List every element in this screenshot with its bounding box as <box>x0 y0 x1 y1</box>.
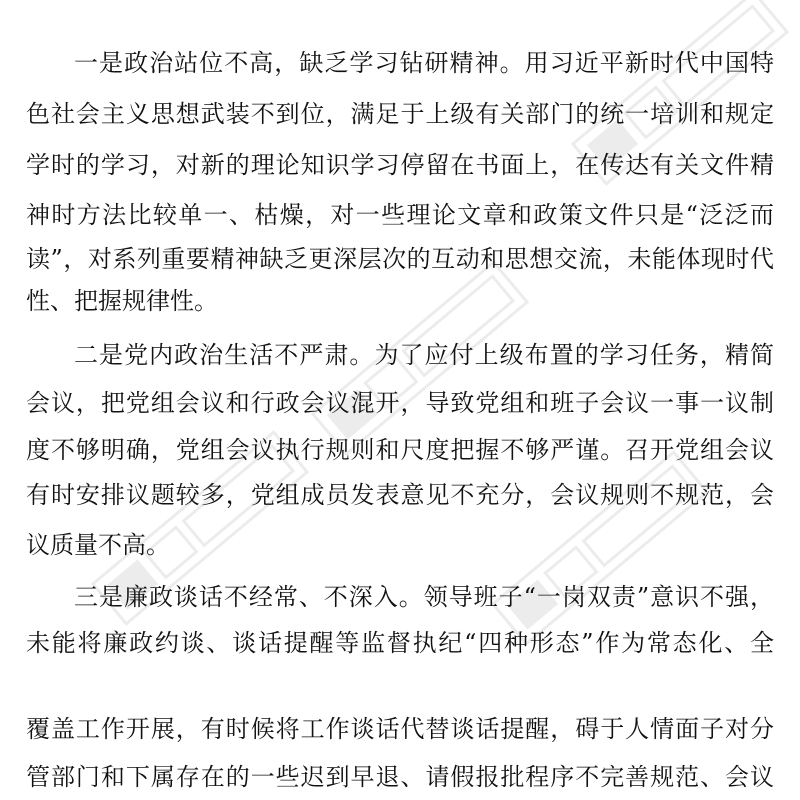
paragraph-3-line-1: 三是廉政谈话不经常、不深入。领导班子“一岗双责”意识不强， <box>74 583 774 611</box>
paragraph-2-line-1: 二是党内政治生活不严肃。为了应付上级布置的学习任务，精简 <box>74 341 774 369</box>
paragraph-2-line-4: 有时安排议题较多，党组成员发表意见不充分，会议规则不规范，会 <box>26 481 774 509</box>
paragraph-1-line-1: 一是政治站位不高，缺乏学习钻研精神。用习近平新时代中国特 <box>74 49 774 77</box>
paragraph-1-line-3: 学时的学习，对新的理论知识学习停留在书面上，在传达有关文件精 <box>26 151 774 179</box>
paragraph-2-line-2: 会议，把党组会议和行政会议混开，导致党组和班子会议一事一议制 <box>26 389 774 417</box>
paragraph-2-line-3: 度不够明确，党组会议执行规则和尺度把握不够严谨。召开党组会议 <box>26 436 774 464</box>
paragraph-4-line-1: 覆盖工作开展，有时候将工作谈话代替谈话提醒，碍于人情面子对分 <box>26 715 774 743</box>
paragraph-2-line-5: 议质量不高。 <box>26 531 170 559</box>
paragraph-3-line-2: 未能将廉政约谈、谈话提醒等监督执纪“四种形态”作为常态化、全 <box>26 629 774 657</box>
paragraph-4-line-2: 管部门和下属存在的一些迟到早退、请假报批程序不完善规范、会议 <box>26 763 774 791</box>
paragraph-1-line-4: 神时方法比较单一、枯燥，对一些理论文章和政策文件只是“泛泛而 <box>26 201 774 229</box>
paragraph-1-line-2: 色社会主义思想武装不到位，满足于上级有关部门的统一培训和规定 <box>26 100 774 128</box>
paragraph-1-line-6: 性、把握规律性。 <box>26 287 218 315</box>
paragraph-1-line-5: 读”，对系列重要精神缺乏更深层次的互动和思想交流，未能体现时代 <box>26 245 774 273</box>
